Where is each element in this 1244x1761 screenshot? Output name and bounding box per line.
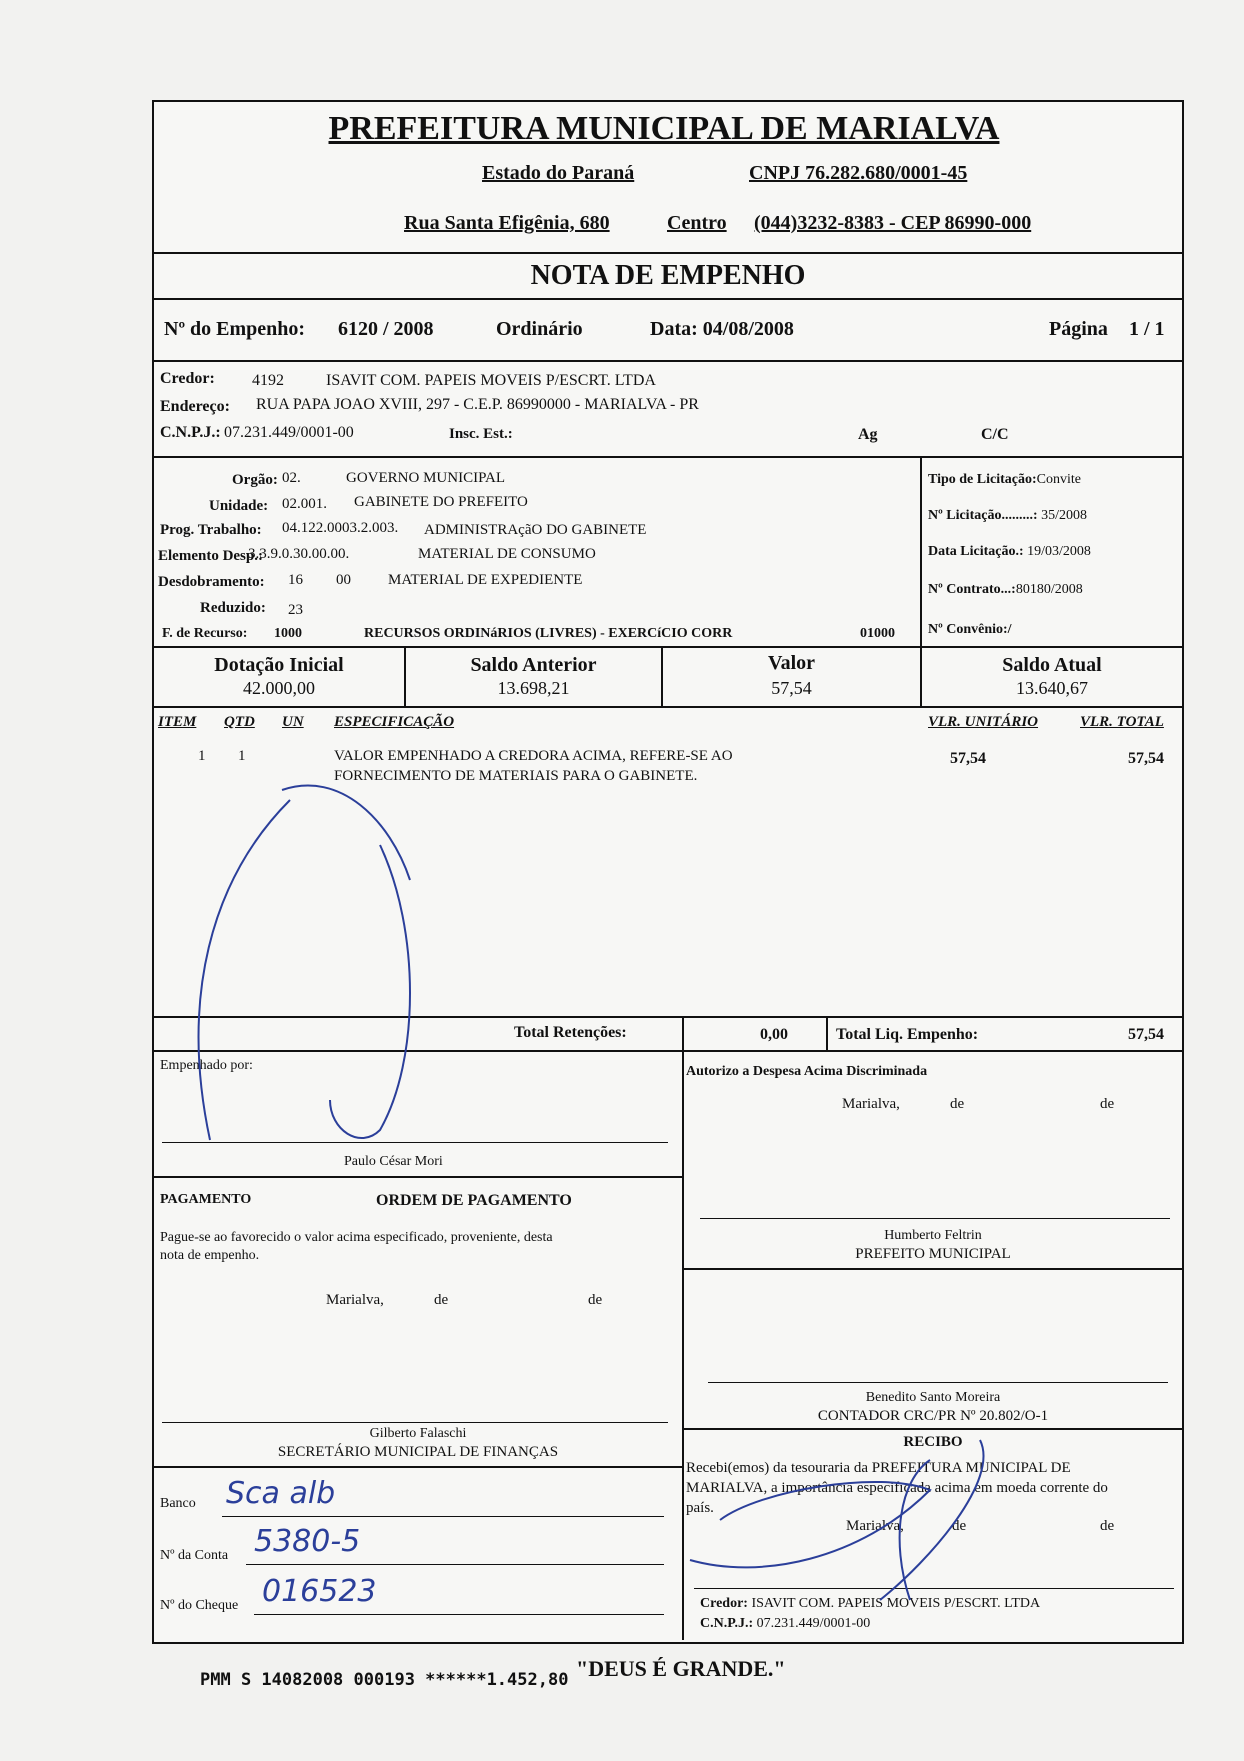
recibo-credor-name: ISAVIT COM. PAPEIS MOVEIS P/ESCRT. LTDA <box>751 1596 1041 1611</box>
state-name: Estado do Paraná <box>482 162 635 184</box>
desdobramento-code1: 16 <box>288 572 303 588</box>
saldo-atual-label: Saldo Atual <box>1002 654 1102 676</box>
ag-label: Ag <box>858 426 878 443</box>
recurso-label: F. de Recurso: <box>162 626 248 641</box>
cheque-label: Nº do Cheque <box>160 1598 239 1613</box>
recibo-line2: MARIALVA, a importância especificada acima em moeda corrente do <box>686 1480 1108 1496</box>
recibo-line3: país. <box>686 1500 714 1516</box>
pague-line2: nota de empenho. <box>160 1248 260 1263</box>
autorizo-text: Autorizo a Despesa Acima Discriminada <box>686 1064 928 1079</box>
col-qtd: QTD <box>224 714 255 730</box>
recurso-code: 1000 <box>274 626 302 641</box>
recibo-cnpj-value: 07.231.449/0001-00 <box>756 1616 871 1631</box>
conta-handwritten: 5380-5 <box>254 1524 361 1559</box>
pague-de2: de <box>588 1292 603 1308</box>
banco-handwritten: Sca alb <box>226 1476 336 1511</box>
row-qtd: 1 <box>238 748 246 764</box>
reduzido-label: Reduzido: <box>200 600 266 616</box>
valor-label: Valor <box>767 652 816 674</box>
elemento-label: Elemento Desp.: <box>158 548 263 564</box>
prefeito-name: Humberto Feltrin <box>884 1228 982 1243</box>
orgao-label: Orgão: <box>232 472 278 488</box>
contador-name: Benedito Santo Moreira <box>865 1390 1001 1405</box>
saldo-atual-value: 13.640,67 <box>1016 678 1088 698</box>
data-licitacao-label: Data Licitação.: <box>928 544 1024 559</box>
row-vlr-unitario: 57,54 <box>950 750 986 767</box>
data-licitacao-value: 19/03/2008 <box>1027 544 1091 559</box>
prog-name: ADMINISTRAçãO DO GABINETE <box>424 522 647 538</box>
contrato-label: Nº Contrato...: <box>928 582 1016 597</box>
contrato-value: 80180/2008 <box>1015 582 1083 597</box>
recibo-line1: Recebi(emos) da tesouraria da PREFEITURA MUNICIPAL DE <box>686 1460 1071 1476</box>
cash-register-stamp: PMM S 14082008 000193 ******1.452,80 <box>200 1670 569 1690</box>
pague-line1: Pague-se ao favorecido o valor acima especificado, proveniente, desta <box>160 1230 553 1245</box>
col-vlr-unitario: VLR. UNITÁRIO <box>928 714 1039 730</box>
empenho-type: Ordinário <box>496 318 583 340</box>
recibo-de1: de <box>952 1518 967 1534</box>
retencoes-label: Total Retenções: <box>514 1024 627 1041</box>
recurso-name: RECURSOS ORDINáRIOS (LIVRES) - EXERCíCIO CORR <box>364 626 733 641</box>
reduzido-value: 23 <box>288 602 303 618</box>
doc-title: NOTA DE EMPENHO <box>530 260 806 291</box>
empenho-label: Nº do Empenho: <box>164 318 306 340</box>
autorizo-de2: de <box>1100 1096 1115 1112</box>
orgao-code: 02. <box>282 470 301 486</box>
cnpj-value: 07.231.449/0001-00 <box>224 424 354 441</box>
row-spec-line2: FORNECIMENTO DE MATERIAIS PARA O GABINETE. <box>334 768 698 784</box>
recurso-code2: 01000 <box>860 626 895 641</box>
row-vlr-total: 57,54 <box>1128 750 1164 767</box>
secretario-name: Gilberto Falaschi <box>369 1426 467 1441</box>
num-licitacao-value: 35/2008 <box>1041 508 1087 523</box>
empenho-date: Data: 04/08/2008 <box>650 318 794 340</box>
endereco-value: RUA PAPA JOAO XVIII, 297 - C.E.P. 86990000 - MARIALVA - PR <box>256 396 699 413</box>
row-spec-line1: VALOR EMPENHADO A CREDORA ACIMA, REFERE-SE AO <box>334 748 733 764</box>
col-especificacao: ESPECIFICAÇÃO <box>334 714 455 730</box>
saldo-anterior-label: Saldo Anterior <box>470 654 597 676</box>
desdobramento-label: Desdobramento: <box>158 574 265 590</box>
convenio-label: Nº Convênio:/ <box>928 622 1012 637</box>
valor-value: 57,54 <box>771 678 812 698</box>
credor-code: 4192 <box>252 372 284 389</box>
prog-code: 04.122.0003.2.003. <box>282 520 399 536</box>
saldo-anterior-value: 13.698,21 <box>497 678 570 698</box>
ordem-pagamento-label: ORDEM DE PAGAMENTO <box>376 1192 572 1209</box>
credor-label: Credor: <box>160 370 215 387</box>
col-item: ITEM <box>158 714 197 730</box>
col-vlr-total: VLR. TOTAL <box>1080 714 1164 730</box>
prefeito-title: PREFEITO MUNICIPAL <box>855 1246 1011 1262</box>
cnpj-header: CNPJ 76.282.680/0001-45 <box>749 162 968 184</box>
page-label: Página <box>1049 318 1108 340</box>
prog-label: Prog. Trabalho: <box>160 522 262 538</box>
recibo-de2: de <box>1100 1518 1115 1534</box>
dotacao-value: 42.000,00 <box>243 678 315 698</box>
num-licitacao-label: Nº Licitação.........: <box>928 508 1038 523</box>
tipo-licitacao-label: Tipo de Licitação: <box>928 472 1037 487</box>
credor-name: ISAVIT COM. PAPEIS MOVEIS P/ESCRT. LTDA <box>326 372 656 389</box>
recibo-cnpj-label: C.N.P.J.: <box>700 1616 754 1631</box>
insc-label: Insc. Est.: <box>449 426 513 442</box>
empenhado-name: Paulo César Mori <box>344 1154 443 1169</box>
liq-empenho-value: 57,54 <box>1128 1026 1164 1043</box>
pague-de1: de <box>434 1292 449 1308</box>
pague-local: Marialva, <box>326 1292 384 1308</box>
elemento-code: 3.3.9.0.30.00.00. <box>248 546 350 562</box>
banco-label: Banco <box>160 1496 196 1511</box>
dotacao-label: Dotação Inicial <box>214 654 344 676</box>
desdobramento-code2: 00 <box>336 572 351 588</box>
conta-label: Nº da Conta <box>160 1548 229 1563</box>
phone-cep: (044)3232-8383 - CEP 86990-000 <box>754 212 1032 234</box>
orgao-name: GOVERNO MUNICIPAL <box>346 470 506 486</box>
autorizo-local: Marialva, <box>842 1096 900 1112</box>
contador-title: CONTADOR CRC/PR Nº 20.802/O-1 <box>817 1408 1049 1424</box>
page-title: PREFEITURA MUNICIPAL DE MARIALVA <box>328 110 1000 147</box>
retencoes-value: 0,00 <box>760 1026 788 1043</box>
liq-empenho-label: Total Liq. Empenho: <box>836 1026 979 1043</box>
unidade-label: Unidade: <box>209 498 269 514</box>
cheque-handwritten: 016523 <box>262 1574 377 1609</box>
page-number: 1 / 1 <box>1129 318 1165 340</box>
desdobramento-name: MATERIAL DE EXPEDIENTE <box>388 572 583 588</box>
unidade-name: GABINETE DO PREFEITO <box>354 494 528 510</box>
pagamento-label: PAGAMENTO <box>160 1192 252 1207</box>
recibo-credor-label: Credor: <box>700 1596 748 1611</box>
autorizo-de1: de <box>950 1096 965 1112</box>
empenho-number: 6120 / 2008 <box>338 318 434 340</box>
cc-label: C/C <box>981 426 1009 443</box>
empenhado-label: Empenhado por: <box>160 1058 253 1073</box>
district: Centro <box>667 212 727 234</box>
endereco-label: Endereço: <box>160 398 230 415</box>
row-item: 1 <box>198 748 206 764</box>
col-un: UN <box>282 714 304 730</box>
elemento-name: MATERIAL DE CONSUMO <box>418 546 596 562</box>
unidade-code: 02.001. <box>282 496 327 512</box>
tipo-licitacao-value: Convite <box>1036 472 1081 487</box>
motto: "DEUS É GRANDE." <box>576 1656 786 1681</box>
recibo-local: Marialva, <box>846 1518 904 1534</box>
secretario-title: SECRETÁRIO MUNICIPAL DE FINANÇAS <box>277 1444 559 1460</box>
street-address: Rua Santa Efigênia, 680 <box>404 212 610 234</box>
recibo-label: RECIBO <box>903 1434 963 1450</box>
cnpj-label: C.N.P.J.: <box>160 424 221 441</box>
